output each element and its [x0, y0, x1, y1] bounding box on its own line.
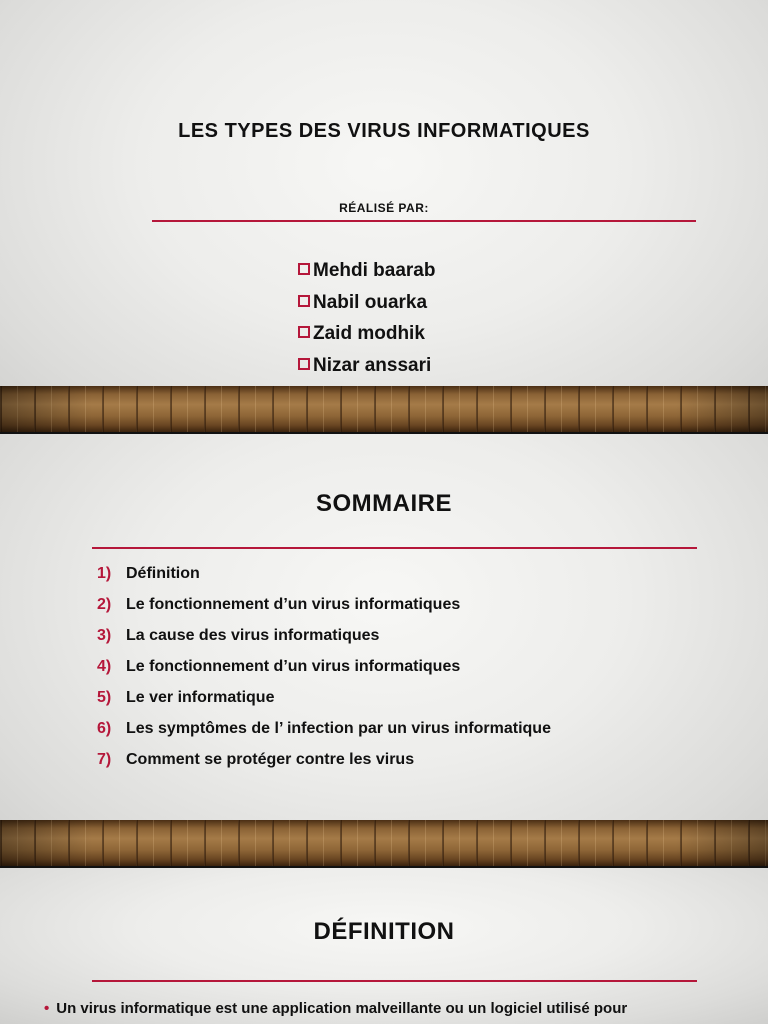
- item-text: Comment se protéger contre les virus: [126, 751, 415, 768]
- summary-item: [97, 744, 551, 775]
- checkbox-bullet-icon: [298, 263, 310, 275]
- item-text: Définition: [126, 565, 200, 582]
- item-text: Le ver informatique: [126, 689, 275, 706]
- summary-list: [97, 558, 551, 775]
- title-slide: [0, 0, 768, 432]
- author-item: [298, 255, 435, 287]
- author-name: Nabil ouarka: [313, 291, 428, 313]
- title-divider: [152, 220, 696, 222]
- summary-item: [97, 682, 551, 713]
- definition-title: DÉFINITION: [313, 918, 455, 945]
- author-list: [298, 255, 435, 382]
- definition-divider: [92, 980, 697, 982]
- item-number: 5): [97, 689, 112, 706]
- checkbox-bullet-icon: [298, 358, 310, 370]
- item-number: 1): [97, 565, 112, 582]
- item-number: 2): [97, 596, 112, 613]
- definition-bullet: [44, 999, 744, 1019]
- item-number: 7): [97, 751, 112, 768]
- author-item: [298, 287, 435, 319]
- summary-item: [97, 620, 551, 651]
- checkbox-bullet-icon: [298, 295, 310, 307]
- item-number: 3): [97, 627, 112, 644]
- summary-item: [97, 651, 551, 682]
- wood-floor-decoration: [0, 386, 768, 432]
- item-text: Le fonctionnement d’un virus informatiques: [126, 596, 461, 613]
- author-name: Nizar anssari: [313, 355, 432, 377]
- author-item: [298, 350, 435, 382]
- summary-item: [97, 589, 551, 620]
- item-number: 4): [97, 658, 112, 675]
- item-text: La cause des virus informatiques: [126, 627, 380, 644]
- presenters-label: RÉALISÉ PAR:: [339, 201, 429, 215]
- summary-item: [97, 713, 551, 744]
- item-number: 6): [97, 720, 112, 737]
- item-text: Les symptômes de l’ infection par un virus informatique: [126, 720, 551, 737]
- definition-slide: [0, 868, 768, 1024]
- bullet-icon: •: [44, 1000, 50, 1017]
- author-name: Zaid modhik: [313, 323, 425, 345]
- summary-slide: [0, 434, 768, 866]
- author-item: [298, 318, 435, 350]
- summary-title: SOMMAIRE: [316, 490, 452, 517]
- author-name: Mehdi baarab: [313, 260, 436, 281]
- checkbox-bullet-icon: [298, 326, 310, 338]
- item-text: Le fonctionnement d’un virus informatiques: [126, 658, 461, 675]
- summary-divider: [92, 547, 697, 549]
- definition-text: Un virus informatique est une application malveillante ou un logiciel utilisé pour: [56, 1000, 628, 1017]
- summary-item: [97, 558, 551, 589]
- wood-floor-decoration: [0, 820, 768, 866]
- presentation-title: LES TYPES DES VIRUS INFORMATIQUES: [178, 120, 590, 142]
